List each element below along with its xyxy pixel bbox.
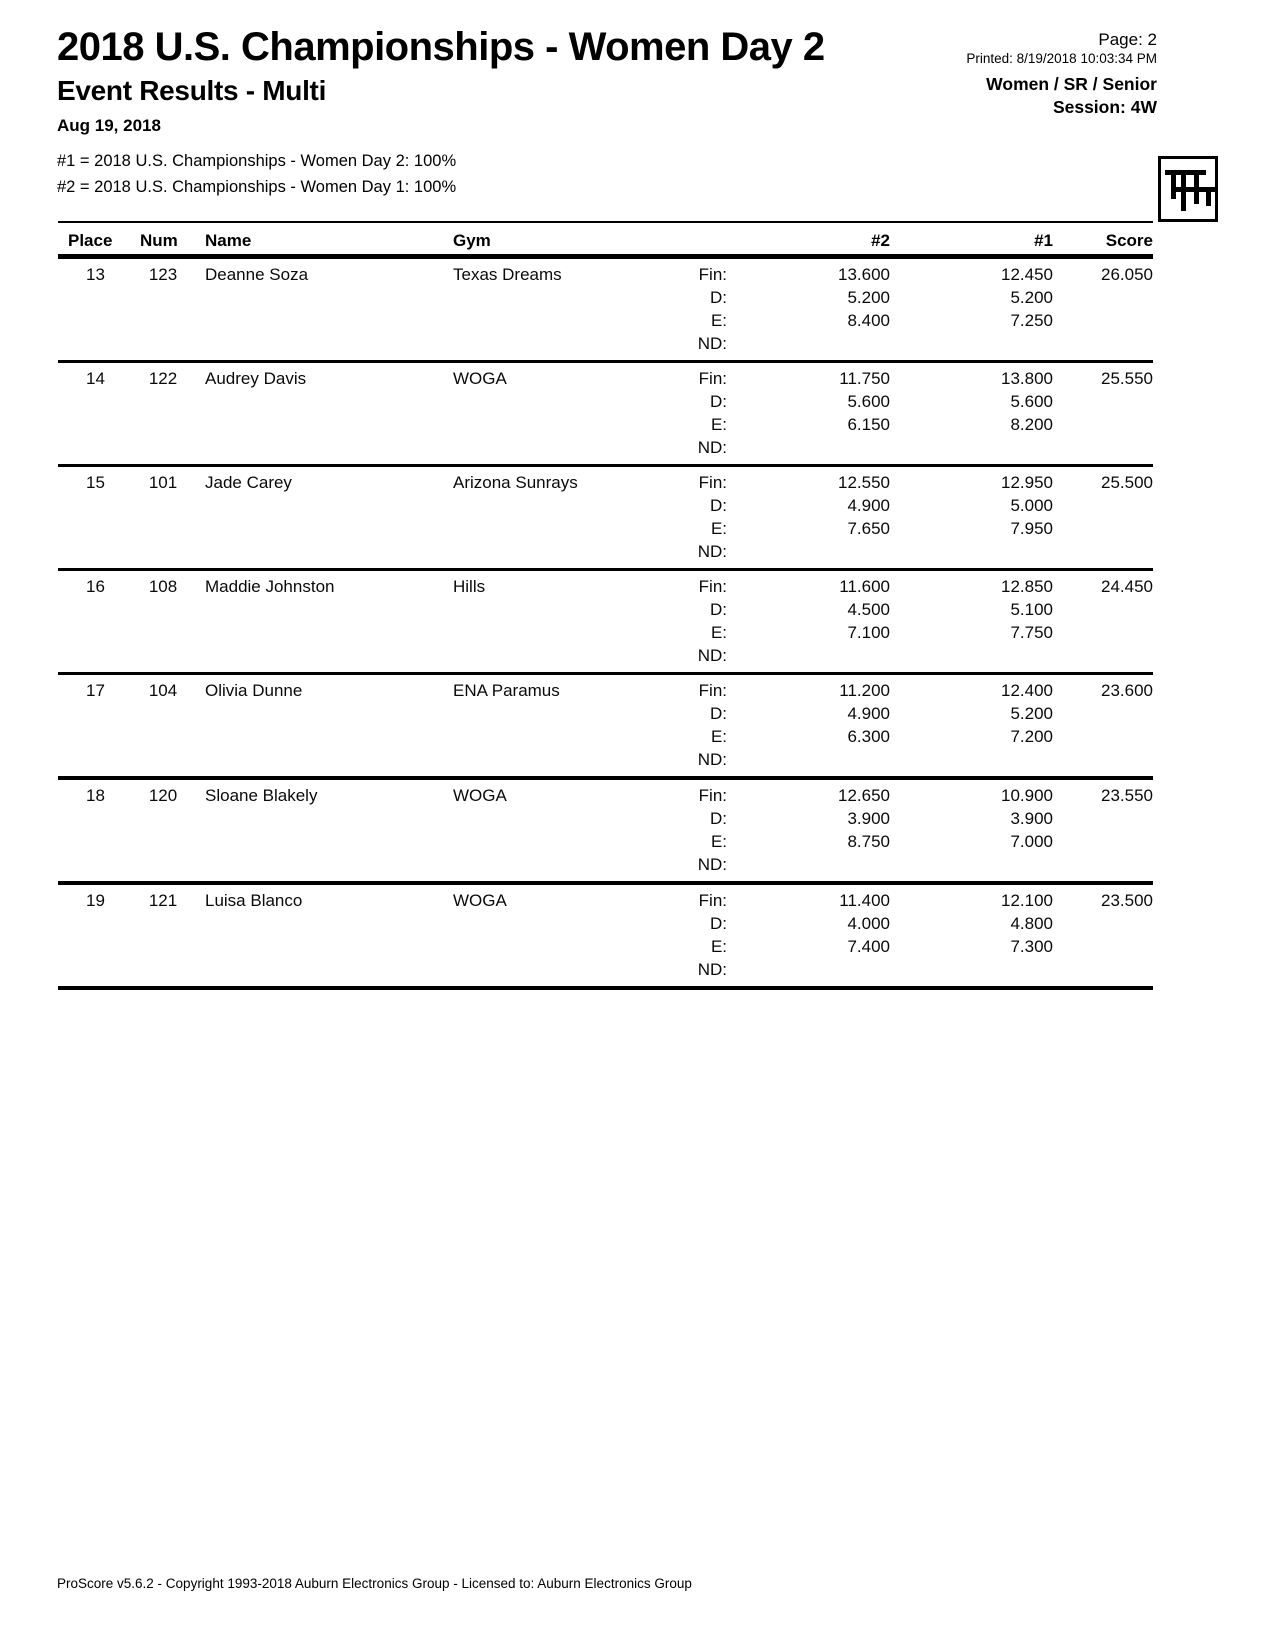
meet2-score: 11.600 [839,577,890,596]
meet2-score: 4.900 [847,496,890,515]
num-cell: 123 [148,265,178,284]
footer-text: ProScore v5.6.2 - Copyright 1993-2018 Auburn Electronics Group - Licensed to: Auburn Electronics Group [57,1576,692,1591]
num-cell [133,413,193,436]
score-line [58,621,1153,644]
total-score [1053,390,1153,413]
report-subtitle: Event Results - Multi [57,75,327,106]
score-line-label: E: [710,415,727,434]
gym-name [441,332,681,355]
total-score [1053,517,1153,540]
score-line [58,679,1153,702]
meet2-score [727,958,890,981]
score-line [58,263,1153,286]
gym-name [441,935,681,958]
gym-name [441,598,681,621]
athlete-name: Maddie Johnston [205,577,335,596]
place-cell [58,807,133,830]
table-row [58,881,1153,986]
meet2-score: 6.150 [847,415,890,434]
meet1-score [890,436,1053,459]
score-line-label: E: [710,832,727,851]
score-line-label: D: [710,496,727,515]
score-line [58,309,1153,332]
score-line [58,332,1153,355]
athlete-name [193,517,441,540]
total-score [1053,644,1153,667]
score-line-label: ND: [697,960,727,979]
table-row [58,568,1153,672]
num-cell [133,309,193,332]
score-line-label: ND: [697,646,727,665]
total-score: 24.450 [1101,577,1153,596]
total-score [1053,912,1153,935]
meet1-score: 12.950 [1001,473,1053,492]
score-line [58,807,1153,830]
total-score [1053,807,1153,830]
score-line [58,853,1153,876]
place-cell [58,332,133,355]
num-cell [133,286,193,309]
athlete-name [193,853,441,876]
total-score: 26.050 [1101,265,1153,284]
place-cell [58,540,133,563]
report-date: Aug 19, 2018 [57,116,161,135]
meet1-score: 8.200 [1010,415,1053,434]
column-header-place: Place [68,231,113,250]
meet2-score: 4.900 [847,704,890,723]
table-row [58,776,1153,881]
meet2-score [727,748,890,771]
results-table-body [58,259,1153,990]
score-line [58,912,1153,935]
gym-name [441,309,681,332]
place-cell [58,958,133,981]
total-score [1053,621,1153,644]
uneven-bars-icon [1158,156,1218,222]
score-line [58,784,1153,807]
score-line [58,889,1153,912]
score-line [58,748,1153,771]
meet1-score: 7.200 [1010,727,1053,746]
place-cell [58,621,133,644]
gym-name: WOGA [453,369,507,388]
num-cell [133,517,193,540]
score-line-label: Fin: [698,369,727,388]
place-cell: 15 [86,473,105,492]
athlete-name [193,912,441,935]
num-cell [133,494,193,517]
score-line-label: E: [710,623,727,642]
gym-name [441,517,681,540]
meet2-score: 12.550 [838,473,890,492]
athlete-name: Deanne Soza [205,265,309,284]
athlete-name [193,436,441,459]
meet2-score: 7.400 [847,937,890,956]
num-cell [133,436,193,459]
place-cell: 17 [86,681,105,700]
division-label: Women / SR / Senior [986,74,1157,94]
gym-name: Hills [453,577,486,596]
meet1-score: 12.450 [1001,265,1053,284]
meet1-score: 12.400 [1001,681,1053,700]
meet1-score: 5.200 [1010,288,1053,307]
athlete-name: Audrey Davis [205,369,307,388]
score-line-label: D: [710,392,727,411]
gym-name [441,540,681,563]
total-score [1053,598,1153,621]
num-cell [133,598,193,621]
page-number: Page: 2 [1098,30,1157,49]
place-cell [58,725,133,748]
meet2-score: 3.900 [847,809,890,828]
session-label: Session: 4W [1052,97,1157,117]
gym-name: WOGA [453,891,507,910]
results-table-header [58,221,1153,259]
meet2-score: 8.400 [847,311,890,330]
num-cell [133,958,193,981]
num-cell [133,853,193,876]
athlete-name [193,390,441,413]
place-cell [58,436,133,459]
meet1-score: 3.900 [1010,809,1053,828]
gym-name [441,725,681,748]
table-row [58,360,1153,464]
meet2-score: 11.400 [839,891,890,910]
meet2-score: 11.750 [839,369,890,388]
score-line [58,575,1153,598]
total-score [1053,286,1153,309]
gym-name [441,286,681,309]
place-cell [58,935,133,958]
score-line-label: ND: [697,750,727,769]
num-cell: 122 [148,369,178,388]
athlete-name [193,830,441,853]
score-line-label: Fin: [698,473,727,492]
athlete-name [193,494,441,517]
meet2-score: 5.600 [847,392,890,411]
gym-name [441,748,681,771]
athlete-name [193,958,441,981]
meet2-score [727,540,890,563]
place-cell: 14 [86,369,105,388]
athlete-name [193,332,441,355]
total-score [1053,935,1153,958]
meet1-score: 7.250 [1010,311,1053,330]
place-cell [58,413,133,436]
gym-name: Arizona Sunrays [453,473,578,492]
num-cell [133,621,193,644]
total-score [1053,830,1153,853]
place-cell [58,286,133,309]
place-cell [58,702,133,725]
gym-name: Texas Dreams [453,265,562,284]
total-score: 23.600 [1101,681,1153,700]
legend-line-2: #2 = 2018 U.S. Championships - Women Day 1: 100% [57,178,457,196]
place-cell [58,748,133,771]
meet2-score [727,436,890,459]
athlete-name [193,598,441,621]
column-header-gym: Gym [453,231,491,250]
num-cell [133,830,193,853]
meet2-score: 6.300 [847,727,890,746]
gym-name [441,912,681,935]
athlete-name [193,748,441,771]
place-cell [58,309,133,332]
num-cell: 101 [148,473,178,492]
total-score [1053,853,1153,876]
total-score: 25.500 [1101,473,1153,492]
score-line-label: Fin: [698,577,727,596]
score-line-label: ND: [697,438,727,457]
table-row [58,672,1153,776]
place-cell [58,517,133,540]
gym-name [441,413,681,436]
athlete-name [193,540,441,563]
gym-name [441,494,681,517]
score-line [58,286,1153,309]
gym-name [441,644,681,667]
total-score: 25.550 [1101,369,1153,388]
score-line-label: D: [710,288,727,307]
score-line-label: ND: [697,542,727,561]
place-cell [58,644,133,667]
total-score [1053,332,1153,355]
page-title: 2018 U.S. Championships - Women Day 2 [57,25,825,69]
meet1-score: 12.850 [1001,577,1053,596]
athlete-name [193,644,441,667]
meet1-score [890,853,1053,876]
score-line [58,725,1153,748]
total-score [1053,958,1153,981]
column-header-meet1: #1 [1034,231,1053,250]
meet1-score [890,958,1053,981]
athlete-name [193,702,441,725]
score-line-label: E: [710,727,727,746]
athlete-name: Olivia Dunne [205,681,303,700]
gym-name [441,807,681,830]
score-line [58,540,1153,563]
score-line [58,367,1153,390]
meet1-score: 5.600 [1010,392,1053,411]
table-row [58,464,1153,568]
num-cell: 120 [148,786,178,805]
gym-name [441,390,681,413]
score-line [58,436,1153,459]
score-line [58,702,1153,725]
meet1-score: 13.800 [1001,369,1053,388]
score-line [58,413,1153,436]
gym-name [441,853,681,876]
num-cell [133,702,193,725]
score-line [58,598,1153,621]
meet1-score [890,540,1053,563]
score-line-label: D: [710,704,727,723]
total-score: 23.550 [1101,786,1153,805]
meet2-score: 7.650 [847,519,890,538]
score-line-label: E: [710,311,727,330]
score-line-label: E: [710,937,727,956]
meet1-score: 10.900 [1001,786,1053,805]
score-line [58,494,1153,517]
place-cell: 18 [86,786,105,805]
athlete-name [193,309,441,332]
meet1-score: 7.950 [1010,519,1053,538]
place-cell: 19 [86,891,105,910]
score-line-label: D: [710,600,727,619]
place-cell: 13 [86,265,105,284]
place-cell [58,598,133,621]
meet1-score: 12.100 [1001,891,1053,910]
total-score [1053,413,1153,436]
athlete-name [193,286,441,309]
title-block [57,24,825,136]
meet2-score: 4.000 [847,914,890,933]
athlete-name: Luisa Blanco [205,891,303,910]
athlete-name [193,725,441,748]
meet1-score: 5.100 [1010,600,1053,619]
place-cell [58,853,133,876]
score-line-label: ND: [697,855,727,874]
num-cell: 104 [148,681,178,700]
score-line-label: D: [710,809,727,828]
meet2-score: 12.650 [838,786,890,805]
meet1-score: 7.300 [1010,937,1053,956]
total-score [1053,494,1153,517]
num-cell [133,332,193,355]
score-line-label: Fin: [698,681,727,700]
table-row [58,259,1153,360]
place-cell [58,830,133,853]
meet2-score: 13.600 [838,265,890,284]
column-header-num: Num [140,231,178,250]
total-score [1053,748,1153,771]
meet2-score [727,644,890,667]
meet1-score: 5.000 [1010,496,1053,515]
score-line [58,517,1153,540]
gym-name [441,702,681,725]
meta-block [966,30,1157,118]
meet1-score [890,748,1053,771]
score-line [58,935,1153,958]
total-score: 23.500 [1101,891,1153,910]
column-header-meet2: #2 [871,231,890,250]
place-cell [58,912,133,935]
results-table [58,221,1153,990]
meet1-score: 7.000 [1010,832,1053,851]
meet2-score: 7.100 [847,623,890,642]
score-line-label: Fin: [698,891,727,910]
num-cell [133,644,193,667]
meet1-score [890,332,1053,355]
num-cell [133,912,193,935]
place-cell [58,390,133,413]
num-cell [133,725,193,748]
total-score [1053,540,1153,563]
num-cell [133,390,193,413]
meet2-score [727,853,890,876]
column-header-spacer [681,229,727,252]
printed-timestamp: Printed: 8/19/2018 10:03:34 PM [966,51,1157,66]
num-cell: 108 [148,577,178,596]
num-cell [133,935,193,958]
gym-name [441,436,681,459]
legend-line-1: #1 = 2018 U.S. Championships - Women Day 2: 100% [57,152,457,170]
score-line [58,830,1153,853]
athlete-name [193,935,441,958]
athlete-name: Sloane Blakely [205,786,318,805]
place-cell: 16 [86,577,105,596]
column-header-score: Score [1105,231,1153,250]
column-header-name: Name [205,231,252,250]
score-line-label: ND: [697,334,727,353]
score-line [58,471,1153,494]
gym-name [441,621,681,644]
total-score [1053,436,1153,459]
meet1-score: 4.800 [1010,914,1053,933]
meet-legend [57,148,456,200]
score-line [58,390,1153,413]
score-line-label: Fin: [698,786,727,805]
meet1-score: 7.750 [1010,623,1053,642]
meet1-score [890,644,1053,667]
meet2-score: 8.750 [847,832,890,851]
meet1-score: 5.200 [1010,704,1053,723]
num-cell [133,540,193,563]
gym-name: WOGA [453,786,507,805]
num-cell [133,807,193,830]
athlete-name [193,807,441,830]
total-score [1053,725,1153,748]
athlete-name [193,413,441,436]
place-cell [58,494,133,517]
score-line-label: Fin: [698,265,727,284]
total-score [1053,309,1153,332]
gym-name [441,958,681,981]
meet2-score: 5.200 [847,288,890,307]
meet2-score [727,332,890,355]
meet2-score: 4.500 [847,600,890,619]
gym-name [441,830,681,853]
num-cell: 121 [148,891,178,910]
score-line-label: E: [710,519,727,538]
gym-name: ENA Paramus [453,681,560,700]
athlete-name [193,621,441,644]
athlete-name: Jade Carey [205,473,292,492]
score-line-label: D: [710,914,727,933]
score-line [58,958,1153,981]
total-score [1053,702,1153,725]
meet2-score: 11.200 [839,681,890,700]
score-line [58,644,1153,667]
num-cell [133,748,193,771]
